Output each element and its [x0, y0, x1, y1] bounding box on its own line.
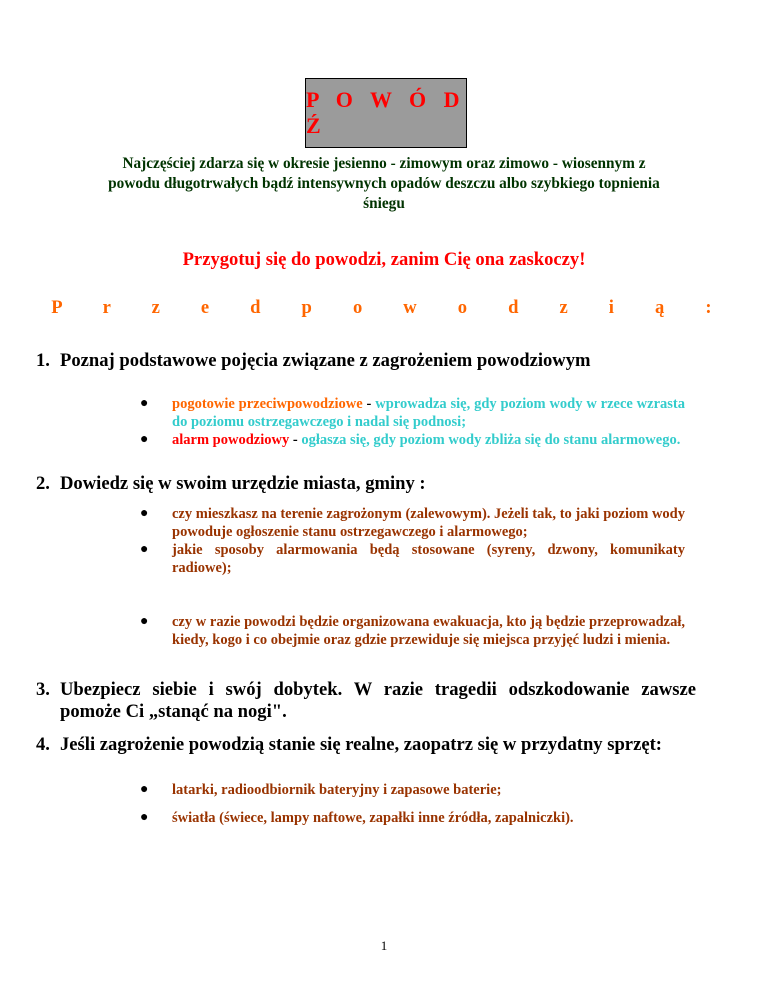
section-3-number: 3.: [36, 679, 50, 700]
section-1-text: Poznaj podstawowe pojęcia związane z zagrożeniem powodziowym: [60, 350, 591, 371]
section-2-number: 2.: [36, 473, 50, 494]
term-description: wprowadza się, gdy poziom wody w rzece wzrasta do poziomu ostrzegawczego i nadal się podnosi;: [172, 396, 685, 430]
list-item: ● latarki, radioodbiornik bateryjny i zapasowe baterie;: [140, 782, 502, 798]
section-4-heading: [36, 734, 696, 756]
bullet-icon: ●: [140, 432, 149, 447]
page-number: 1: [380, 938, 388, 953]
list-item: ● czy w razie powodzi będzie organizowana ewakuacja, kto ją będzie przeprowadzał, kiedy, kogo i co obejmie oraz gdzie przewiduje się miejsca przyjęć ludzi i mienia.: [140, 614, 685, 648]
list-item: ● czy mieszkasz na terenie zagrożonym (zalewowym). Jeżeli tak, to jaki poziom wody powoduje ogłoszenie stanu ostrzegawczego i alarmowego;: [140, 506, 685, 540]
term: pogotowie przeciwpowodziowe: [172, 396, 363, 412]
subtitle: Przygotuj się do powodzi, zanim Cię ona zaskoczy!: [182, 249, 586, 270]
section-4-list: [140, 781, 700, 827]
section-3-heading: [36, 679, 696, 723]
section-2-text: Dowiedz się w swoim urzędzie miasta, gminy :: [60, 473, 426, 494]
document-title: P O W Ó D Ź: [306, 87, 466, 138]
list-item: ● alarm powodziowy - ogłasza się, gdy poziom wody zbliża się do stanu alarmowego.: [140, 432, 681, 448]
bullet-icon: ●: [140, 542, 149, 557]
list-item: ● pogotowie przeciwpowodziowe - wprowadza się, gdy poziom wody w rzece wzrasta do poziomu ostrzegawczego i nadal się podnosi;: [140, 396, 685, 430]
section-1-heading: [36, 350, 636, 372]
section-2-list: [140, 505, 685, 577]
section-4-number: 4.: [36, 734, 50, 755]
section-heading: P r z e d p o w o d z i ą :: [51, 297, 717, 318]
section-1-list: [140, 395, 685, 449]
intro-paragraph: Najczęściej zdarza się w okresie jesienno - zimowym oraz zimowo - wiosennym z powodu długotrwałych bądź intensywnych opadów deszczu albo szybkiego topnienia śniegu: [108, 155, 660, 212]
section-2-heading: [36, 473, 716, 495]
bullet-icon: ●: [140, 810, 149, 825]
section-4-text: Jeśli zagrożenie powodzią stanie się realne, zaopatrz się w przydatny sprzęt:: [60, 734, 662, 755]
bullet-icon: ●: [140, 396, 149, 411]
title-box: [305, 78, 467, 148]
section-1-number: 1.: [36, 350, 50, 371]
term-description: ogłasza się, gdy poziom wody zbliża się do stanu alarmowego.: [301, 432, 681, 448]
bullet-icon: ●: [140, 506, 149, 521]
bullet-icon: ●: [140, 782, 149, 797]
section-2-list-cont: [140, 613, 685, 649]
bullet-icon: ●: [140, 614, 149, 629]
list-item: ● światła (świece, lampy naftowe, zapałki inne źródła, zapalniczki).: [140, 810, 574, 826]
section-3-text: Ubezpiecz siebie i swój dobytek. W razie tragedii odszkodowanie zawsze pomoże Ci „stanąć na nogi".: [60, 679, 696, 722]
term: alarm powodziowy: [172, 432, 290, 448]
list-item: ● jakie sposoby alarmowania będą stosowane (syreny, dzwony, komunikaty radiowe);: [140, 542, 685, 576]
